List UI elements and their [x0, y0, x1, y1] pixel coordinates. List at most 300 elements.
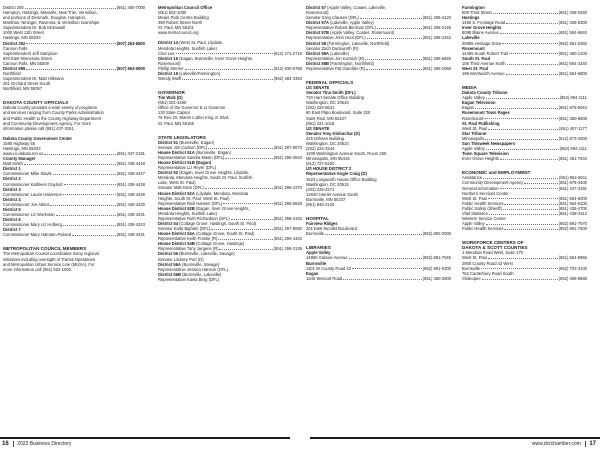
entry-text: and services ranging from County Parks Administration — [3, 110, 104, 116]
entry-heading: Senator Amy Klobuchar (D) — [306, 130, 360, 136]
entry-text: (Lakeville, Apple Valley) — [329, 20, 374, 26]
entry-text: Mendota, Mendota Heights, South St. Paul, Sunfish — [158, 175, 253, 181]
listing-phone: (651) 296-3135 — [273, 246, 302, 252]
dot-leader — [366, 66, 422, 70]
listing-phone: (651) 438-4427 — [116, 171, 145, 177]
entry-text: 1000 West 11th Street — [3, 30, 44, 36]
dot-leader — [24, 161, 116, 165]
listing-phone: (952) 496-8686 — [558, 275, 587, 281]
listing-phone: (651) 296-2146 — [422, 25, 451, 31]
entry-text: Hastings, MN 55033 — [3, 145, 41, 151]
entry-text: Cannon Falls, MN 55009 — [3, 60, 49, 66]
entry-text: 75 Rev. Dr. Martin Luther King Jr. Blvd. — [158, 115, 230, 121]
listing-phone: (651) 296-6828 — [273, 200, 302, 206]
entry-text: Representative Jessica Hanson (DFL) — [158, 266, 228, 272]
entry-district: House District 52B — [158, 205, 195, 211]
entry-text: (Lakeville/Farmington) — [178, 70, 221, 76]
listing-phone: (651) 480-7000 — [116, 5, 145, 10]
entry-text: 1 Mendota Road West, Suite 170 — [462, 250, 523, 256]
section-heading: DAKOTA COUNTY OFFICIALS — [3, 100, 69, 106]
entry-district: District 52 — [158, 170, 179, 176]
listing-phone: (952) 894-1111 — [559, 95, 587, 101]
entry-heading: District 4 — [3, 196, 21, 202]
entry-heading: Town Square Television — [462, 151, 509, 157]
listing-name: Chai Lee — [158, 50, 175, 56]
spacer — [462, 161, 587, 166]
listing-name: Commissioner Mary Liz Holberg — [3, 222, 62, 228]
dot-leader — [352, 266, 422, 270]
listing-phone: (651) 437-3191 — [116, 151, 145, 157]
listing-phone: (651) 554-5611 — [558, 175, 587, 181]
entry-text: and Metropolitan Urban Service Line (MUSA). For — [3, 261, 95, 267]
listing-phone: (952) 891-7500 — [558, 226, 587, 232]
entry-text: 12940 Harriet Avenue South — [306, 191, 358, 197]
listing-phone: (651) 297-8073 — [273, 144, 302, 150]
listing-phone: (612) 673-4000 — [558, 135, 587, 141]
listing-phone: (651) 438-4431 — [116, 232, 145, 238]
entry-text: Dakota County provides a wide variety of programs — [3, 105, 97, 111]
spacer — [462, 76, 587, 81]
dot-leader — [26, 41, 115, 45]
dot-leader — [507, 61, 558, 65]
listing-name: Representative Keith Franke (R) — [158, 236, 218, 242]
entry-text: The Metropolitan Council coordinates many regional — [3, 251, 99, 257]
listing-name: Representative John Huot (DFL) — [306, 35, 366, 41]
entry-text: (651) 201-3400 — [158, 100, 187, 106]
entry-district: District 51 — [158, 139, 179, 145]
website-url: www.dcrchamber.com — [531, 441, 581, 447]
entry-line — [3, 267, 145, 272]
entry-district: District 15 — [158, 55, 179, 61]
listing-phone: (952) 891-0300 — [422, 265, 451, 271]
listing-name: Commissioner Laurie Halverson — [3, 191, 62, 197]
entry-heading: House District 51B (Eagan) — [158, 160, 212, 166]
dot-leader — [483, 175, 558, 179]
dot-leader — [503, 206, 558, 210]
listing-phone: (651) 460-6606 — [558, 115, 587, 121]
column-1 — [3, 5, 145, 272]
listing-name: Minneapolis — [462, 135, 485, 141]
listing-name: 199 Wentworth Avenue — [462, 71, 505, 77]
listing-phone: (651) 296-4120 — [422, 15, 451, 21]
listing-phone: (952) 484-3353 — [273, 76, 302, 82]
listing-name: Representative Sandra Masin (DFL) — [158, 154, 225, 160]
entry-text: Representative Liz Reyer (DFL) — [158, 165, 217, 171]
entry-heading: District 7 — [3, 227, 21, 233]
listing-name: Phillip Sterner — [158, 65, 184, 71]
entry-text: Saint Paul, MN 55107 — [306, 115, 347, 121]
listing-name: West St. Paul — [462, 195, 488, 201]
dot-leader — [488, 126, 558, 130]
column-2 — [158, 5, 302, 282]
listing-name: Community Development Agency — [462, 180, 524, 186]
entry-text: 2900 County Road 42 West — [462, 260, 513, 266]
entry-text: and Public Health to the County Highway Department — [3, 115, 102, 121]
dot-leader — [176, 51, 273, 55]
entry-text: Mendota Heights, Sunfish Lake) — [158, 210, 217, 216]
spacer — [158, 81, 302, 86]
dot-leader — [500, 186, 558, 190]
dot-leader — [223, 201, 272, 205]
spacer — [306, 71, 451, 76]
entry-text: Burnsville, MN 55337 — [306, 196, 346, 202]
listing-phone: (651) 438-4243 — [116, 222, 145, 228]
listing-name: Representative Jon Koznick (R) — [306, 55, 365, 61]
entry-heading: Lakeville — [462, 35, 480, 41]
entry-text: (202) 225-2271 — [306, 186, 335, 192]
entry-text: (Apple Valley, Coates, Lakeville, — [326, 5, 386, 10]
listing-phone: (651) 296-4342 — [273, 236, 302, 242]
footer-rule-left — [0, 437, 290, 439]
dot-leader — [208, 145, 272, 149]
footer-separator — [585, 441, 586, 447]
section-heading: FEDERAL OFFICIALS — [306, 80, 354, 86]
entry-text: Washington, DC 20510 — [306, 100, 349, 106]
entry-text: Heights, South St. Paul, West St. Paul) — [158, 195, 230, 201]
listing-phone: (507) 263-6800 — [116, 40, 145, 46]
listing-name: Representative Tony Jurgens (R) — [158, 246, 219, 252]
dot-leader — [506, 71, 558, 75]
listing-phone: (651) 457-1177 — [558, 125, 587, 131]
entry-text: (Cottage Grove, Hastings, South St. Paul) — [178, 220, 257, 226]
column-3 — [306, 5, 451, 281]
spacer — [462, 231, 587, 236]
listing-phone: (651) 437-3191 — [558, 185, 587, 191]
section-heading: STATE LEGISLATORS — [158, 134, 206, 140]
section-heading: HOSPITAL — [306, 215, 329, 221]
listing-phone: (651) 438-4430 — [116, 201, 145, 207]
dot-leader — [56, 212, 116, 216]
entry-heading: Farmington — [462, 5, 485, 10]
listing-name: 1340 Wescott Road — [306, 275, 343, 281]
entry-text: Rosemount) — [158, 60, 181, 66]
entry-heading: District 3 — [3, 186, 21, 192]
entry-heading: District 6 — [3, 217, 21, 223]
publication-title: 2022 Business Directory — [17, 441, 72, 447]
listing-phone: (651) 296-4192 — [273, 215, 302, 221]
dot-leader — [365, 56, 421, 60]
listing-name: Senator Jim Carlson (DFL) — [158, 144, 208, 150]
dot-leader — [64, 182, 116, 186]
entry-text: 201 Orchard Street South — [3, 81, 51, 87]
spacer — [3, 237, 145, 242]
entry-text: 201 East Nicollet Boulevard — [306, 226, 357, 232]
entry-heading: Senator Tina Smith (DFL) — [306, 90, 356, 96]
entry-text: (Farmington, Northfield) — [329, 60, 374, 66]
entry-heading: Rosemount Town Pages — [462, 110, 510, 116]
entry-text: (Burnsville, Eagan) — [194, 149, 231, 155]
dot-leader — [504, 201, 557, 205]
entry-heading: West St. Paul — [462, 65, 489, 71]
listing-name: 8098 Blaine Avenue — [462, 30, 499, 36]
listing-name: 14395 South Robert Trail — [462, 50, 509, 56]
entry-text: (Lakeville) — [329, 50, 350, 56]
listing-phone: (651) 438-4428 — [116, 181, 145, 187]
listing-phone: (651) 438-0250 — [558, 10, 587, 16]
entry-district: District 58B — [306, 60, 330, 66]
listing-name: Apple Valley — [462, 146, 485, 152]
listing-phone: (651) 675-4400 — [558, 180, 587, 186]
listing-name: Senator Karla Bigham (DFL) — [158, 226, 211, 232]
listing-phone: (651) 296-1069 — [422, 65, 451, 71]
entry-heading: District 2 — [3, 176, 21, 182]
listing-name: District 200 — [3, 5, 24, 10]
listing-name: Representative Pat Garofalo (R) — [306, 65, 366, 71]
entry-district: House District 51A — [158, 149, 195, 155]
dot-leader — [211, 226, 272, 230]
listing-phone: (651) 554-6800 — [558, 71, 587, 77]
listing-phone: (952) 703-3100 — [558, 265, 587, 271]
directory-listing — [462, 276, 587, 281]
dot-leader — [182, 76, 272, 80]
entry-district: House District 54B — [158, 241, 195, 247]
listing-name: 508 Third Street — [462, 10, 492, 16]
entry-text: St. Paul, MN 55155 — [158, 120, 194, 126]
section-heading: ECONOMIC and EMPLOYMENT — [462, 170, 531, 176]
dot-leader — [218, 236, 272, 240]
spacer — [306, 236, 451, 241]
listing-name: Vital Statistics — [462, 210, 488, 216]
listing-name: Burnsville — [462, 265, 480, 271]
listing-name: West St. Paul — [462, 255, 488, 261]
dot-leader — [500, 156, 558, 160]
dot-leader — [367, 35, 422, 39]
entry-heading: County Manager — [3, 156, 36, 162]
dot-leader — [53, 171, 116, 175]
entry-text: Mendota Heights, Sunfish Lake) — [158, 45, 217, 51]
dot-leader — [486, 146, 559, 150]
entry-text: (Eagan, Burnsville, Inver Grove Heights, — [178, 55, 254, 61]
listing-name: Inver Grove Heights — [462, 156, 499, 162]
entry-text: and portions of Denmark, Douglas, Hampton, — [3, 15, 87, 21]
listing-phone: (651) 554-3240 — [558, 60, 587, 66]
entry-heading: US HOUSE DISTRICT 2 — [306, 166, 352, 172]
entry-text: (202) 224-3244 — [306, 146, 335, 152]
right-page-number: 17 — [589, 441, 596, 447]
footer-rule-right — [310, 437, 600, 439]
entry-text: Lake, West St. Paul) — [158, 180, 196, 186]
entry-text: initiatives including oversight of Transit Operations — [3, 256, 96, 262]
listing-name: Public Safety (Sheriff) — [462, 205, 502, 211]
entry-text: Northern Services Center - — [462, 190, 512, 196]
entry-text: Superintendent Jeff Sampson — [3, 50, 58, 56]
entry-text: www.metrocouncil.org — [158, 30, 199, 36]
entry-text: Mears Park Centre Building — [158, 15, 209, 21]
listing-name: West St. Paul — [462, 125, 488, 131]
entry-text: Senator Lindsey Port (D) — [158, 256, 204, 262]
entry-text: St. Paul, MN 55101 — [158, 25, 194, 31]
entry-line — [158, 277, 302, 282]
entry-district: District 56A — [158, 261, 182, 267]
dot-leader — [482, 276, 558, 280]
listing-name: Apple Valley — [462, 95, 485, 101]
entry-heading: St. Paul Publishing — [462, 120, 500, 126]
entry-heading: Tim Walz (D) — [158, 95, 183, 101]
entry-district: District 57 — [306, 5, 327, 10]
entry-heading: Eagan Television — [462, 100, 496, 106]
section-heading: WORKFORCE CENTERS OF — [462, 240, 524, 246]
listing-name: Eagan — [462, 105, 474, 111]
entry-text: Cannon Falls — [3, 45, 28, 51]
listing-phone: (651) 451-7834 — [558, 156, 587, 162]
listing-name: 20085 Heritage Drive — [462, 40, 502, 46]
dot-leader — [325, 231, 422, 235]
entry-district: District 57A — [306, 20, 330, 26]
entry-text: Marshan, Nininger, Ravenna, & Vermillion townships — [3, 20, 100, 26]
listing-name: 1490 S. Frontage Road — [462, 20, 506, 26]
footer-right — [532, 441, 596, 447]
entry-text: Northfield — [3, 71, 21, 77]
entry-text: (651) 602-1000 — [158, 10, 187, 16]
entry-text: Office of the Governor & Lt Governor — [158, 105, 226, 111]
page-footer — [0, 437, 600, 451]
dot-leader — [484, 116, 557, 120]
listing-name: Senator Matt Klein (DFL) — [158, 185, 204, 191]
dot-leader — [231, 216, 273, 220]
listing-phone: (952) 894-1111 — [559, 146, 587, 152]
dot-leader — [63, 222, 116, 226]
listing-name: District 252 — [3, 40, 26, 46]
dot-leader — [509, 51, 558, 55]
entry-text: and Community Development Agency. For more — [3, 120, 92, 126]
spacer — [158, 126, 302, 131]
entry-text: Superintendent Dr. Matt Hillmann — [3, 76, 64, 82]
dot-leader — [506, 20, 558, 24]
listing-phone: (651) 480-1200 — [558, 50, 587, 56]
dot-leader — [63, 192, 116, 196]
listing-name: Public Health Services — [462, 200, 504, 206]
entry-text: Rosemount) — [306, 10, 329, 16]
dot-leader — [50, 202, 115, 206]
dot-leader — [219, 246, 272, 250]
entry-heading: Apple Valley — [306, 250, 331, 256]
footer-separator — [13, 441, 14, 447]
listing-phone: (651) 296-6926 — [422, 55, 451, 61]
listing-name: 1101 W County Road 42 — [306, 265, 352, 271]
entry-heading: Fairview Ridges — [306, 221, 338, 227]
listing-name: Commissioner Joe Atkins — [3, 201, 50, 207]
entry-text: Washington, DC 20515 — [306, 181, 349, 187]
dot-leader — [489, 211, 558, 215]
listing-name: Rosemount — [462, 115, 484, 121]
entry-text: Minneapolis, MN 55415 — [306, 156, 350, 162]
entry-district: District 58 — [306, 40, 327, 46]
entry-district: District 57B — [306, 30, 330, 36]
entry-text: 425 Dirksen Building — [306, 135, 344, 141]
entry-text: (Burnsville, Savage) — [181, 261, 220, 267]
column-4 — [462, 5, 587, 281]
listing-phone: (651) 438-4431 — [116, 211, 145, 217]
section-heading: LIBRARIES — [306, 245, 331, 251]
entry-text: (Farmington, Lakeville, Northfield) — [326, 40, 390, 46]
listing-phone: (651) 554-6100 — [558, 200, 587, 206]
listing-phone: (651) 554-6000 — [558, 195, 587, 201]
entry-text: (Burnsville, Eagan) — [178, 139, 215, 145]
dot-leader — [185, 66, 273, 70]
listing-name: Wendy Wulff — [158, 76, 182, 82]
dot-leader — [493, 10, 558, 14]
listing-phone: (651) 296-4342 — [422, 35, 451, 41]
entry-heading: Metropolitan Council Office — [158, 5, 213, 10]
listing-phone: (651) 296-3533 — [273, 154, 302, 160]
entry-heading: Rosemount — [462, 45, 485, 51]
entry-heading: Hastings — [462, 15, 480, 21]
listing-name: Commissioner Mike Slavik — [3, 171, 52, 177]
listing-phone: (651) 675-5044 — [558, 105, 587, 111]
listing-phone: (952) 891-0360 — [558, 40, 587, 46]
entry-text: Northfield, MN 55057 — [3, 86, 43, 92]
listing-name: Shakopee — [462, 275, 481, 281]
entry-text: Representative Kaela Berg (DFL) — [158, 276, 220, 282]
dot-leader — [488, 255, 558, 259]
spacer — [306, 207, 451, 212]
listing-name: District 659 — [3, 65, 26, 71]
entry-heading: US SENATE — [306, 85, 330, 91]
listing-phone: (507) 663-0600 — [116, 65, 145, 71]
listing-phone: (651) 297-8060 — [273, 226, 302, 232]
dot-leader — [486, 95, 559, 99]
listing-phone: (612) 271-2719 — [273, 50, 302, 56]
listing-name: Commissioner Mary Hamann-Roland — [3, 232, 72, 238]
listing-name: Representative Robert Bierman (DFL) — [306, 25, 376, 31]
section-heading: METROPOLITAN COUNCIL MEMBERS — [3, 246, 87, 252]
dot-leader — [502, 41, 558, 45]
entry-text: 390 Robert Street North — [158, 20, 202, 26]
listing-phone: (651) 450-2900 — [422, 275, 451, 281]
dot-leader — [524, 180, 557, 184]
dot-leader — [72, 232, 116, 236]
entry-heading: US SENATE — [306, 125, 330, 131]
entry-text: 720 Hart Senate Office Building — [306, 95, 364, 101]
listing-phone: (952) 892-2000 — [422, 231, 451, 237]
footer-left — [2, 441, 71, 447]
listing-name: Public Health Services — [462, 226, 504, 232]
listing-phone: (651) 438-4312 — [558, 210, 587, 216]
entry-heading: Representative Angie Craig (D) — [306, 171, 367, 177]
entry-district: District 56 — [158, 251, 179, 257]
entry-text: 60 East Plato Boulevard, Suite 220 — [306, 110, 371, 116]
listing-name: Commissioner Liz Workman — [3, 211, 55, 217]
entry-text: (202) 224-5641 — [306, 105, 335, 111]
entry-district: District 13 — [158, 40, 179, 46]
entry-district: District 54 — [158, 220, 179, 226]
listing-name: 106 Third Avenue North — [462, 60, 506, 66]
listing-phone: (651) 438-4418 — [116, 161, 145, 167]
dot-leader — [225, 155, 272, 159]
entry-text: (651) 846-2120 — [306, 201, 335, 207]
dot-leader — [26, 66, 115, 70]
entry-heading: Dakota County Government Center — [3, 135, 73, 141]
entry-text: (Cottage Grove, South St. Paul) — [194, 231, 255, 237]
dot-leader — [488, 196, 558, 200]
dot-leader — [504, 226, 557, 230]
entry-text: Washington, DC 20510 — [306, 140, 349, 146]
listing-name: Matt Smith — [3, 161, 23, 167]
dot-leader — [475, 105, 558, 109]
listing-name: Representative Ruth Richardson (DFL) — [158, 215, 230, 221]
dot-leader — [485, 136, 558, 140]
entry-text: more information call (651) 602-1000. — [3, 266, 73, 272]
entry-text: (Burnsville, Lakeville, Savage) — [178, 251, 235, 257]
section-heading: MEDIA — [462, 85, 477, 91]
entry-district: District 56B — [158, 271, 182, 277]
entry-text: 752 Canterbury Road South — [462, 270, 514, 276]
listing-phone: (651) 438-0200 — [558, 20, 587, 26]
entry-text: (Cottage Grove, Hastings) — [194, 241, 245, 247]
listing-name: Assistance — [462, 175, 483, 181]
listing-phone: (651) 296-4370 — [273, 185, 302, 191]
dot-leader — [481, 266, 558, 270]
